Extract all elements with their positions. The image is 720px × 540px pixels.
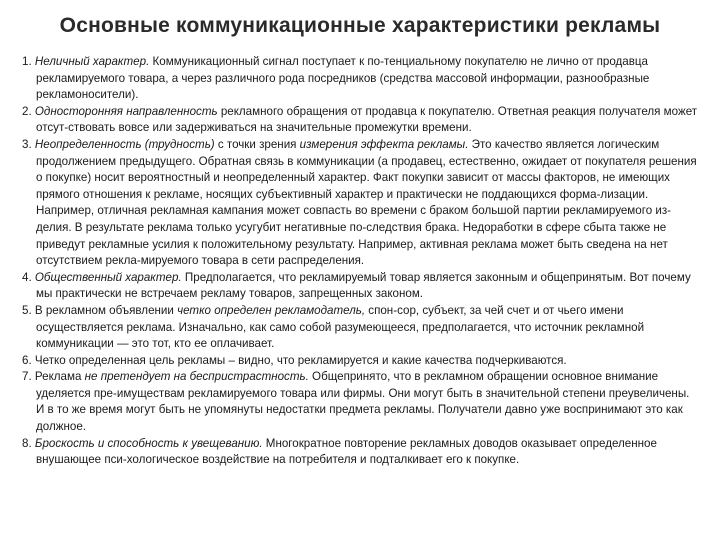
item-number: 6. [22, 353, 32, 367]
slide-body [22, 54, 698, 469]
item-number: 2. [22, 104, 32, 118]
item-pre: В рекламном объявлении [34, 303, 178, 317]
item-text: Четко определенная цель рекламы – видно, что рекламируется и какие качества подчеркиваются. [34, 353, 567, 367]
list-item-7 [22, 369, 698, 435]
list-item-8 [22, 436, 698, 469]
item-lead: Броскость и способность к увещеванию. [34, 436, 263, 450]
list-item-4 [22, 270, 698, 303]
item-text: Предполагается, что рекламируемый товар является законным и общепринятым. Вот почему мы практически не встречаем рекламу товаров, запрещенных законом. [36, 270, 691, 301]
item-text-secondary: Это качество является логическим продолжением предыдущего. Обратная связь в коммуникации (а продавец, естественно, ожидает от покупателя решения о покупке) носит вероятностный и неопределенный характер. Факт покупки зависит от массы факторов, не имеющих прямого отношения к рекламе, носящих субъективный характер и практически не поддающихся форма-лизации. Например, отличная рекламная кампания может совпасть во времени с браком большой партии рекламируемого из-делия. В результате реклама только усугубит негативные по-следствия брака. Недоработки в сфере сбыта также не приведут рекламные усилия к положительному результату. Например, активная реклама может быть сведена на нет отсутствием рекла-мируемого товара в сети распределения. [36, 137, 697, 268]
item-text: спон-сор, субъект, за чей счет и от чьего имени осуществляется реклама. Изначально, как само собой разумеющееся, предполагается, что источник рекламной коммуникации — это тот, кто ее оплачивает. [36, 303, 645, 351]
item-lead-secondary: измерения эффекта рекламы. [299, 137, 469, 151]
item-number: 7. [22, 370, 32, 384]
list-item-3 [22, 137, 698, 270]
item-number: 1. [22, 55, 32, 68]
item-text: рекламного обращения от продавца к покупателю. Ответная реакция получателя может отсут-ствовать вовсе или задерживаться на значительные промежутки времени. [36, 104, 698, 135]
item-lead: Неличный характер. [34, 55, 150, 68]
list-item-6 [22, 353, 698, 370]
item-text: Многократное повторение рекламных доводов оказывает определенное внушающее пси-хологическое воздействие на потребителя и подталкивает его к покупке. [36, 436, 657, 467]
item-number: 4. [22, 270, 32, 284]
item-text: Коммуникационный сигнал поступает к по-тенциальному покупателю не лично от продавца рекламируемого товара, а через различного рода посредников (средства массовой информации, разнообразные рекламоносители). [36, 55, 650, 102]
item-number: 3. [22, 137, 32, 151]
item-lead: Неопределенность (трудность) [34, 137, 215, 151]
item-lead: четко определен рекламодатель, [177, 303, 366, 317]
item-text: Общепринято, что в рекламном обращении основное внимание уделяется пре-имуществам рекламируемого товара или фирмы. Они могут быть в значительной степени преувеличены. И в то же время могут быть не упомянуты недостатки предмета рекламы. Получатели давно уже воспринимают это как должное. [36, 370, 690, 434]
list-item-2 [22, 104, 698, 137]
item-lead: не претендует на беспристрастность. [84, 370, 309, 384]
list-item-5 [22, 303, 698, 353]
item-lead: Общественный характер. [34, 270, 182, 284]
item-number: 8. [22, 436, 32, 450]
list-item-1 [22, 54, 698, 104]
item-text: с точки зрения [214, 137, 300, 151]
slide-title: Основные коммуникационные характеристики рекламы [59, 14, 661, 37]
item-pre: Реклама [34, 370, 85, 384]
item-number: 5. [22, 303, 32, 317]
item-lead: Односторонняя направленность [34, 104, 218, 118]
